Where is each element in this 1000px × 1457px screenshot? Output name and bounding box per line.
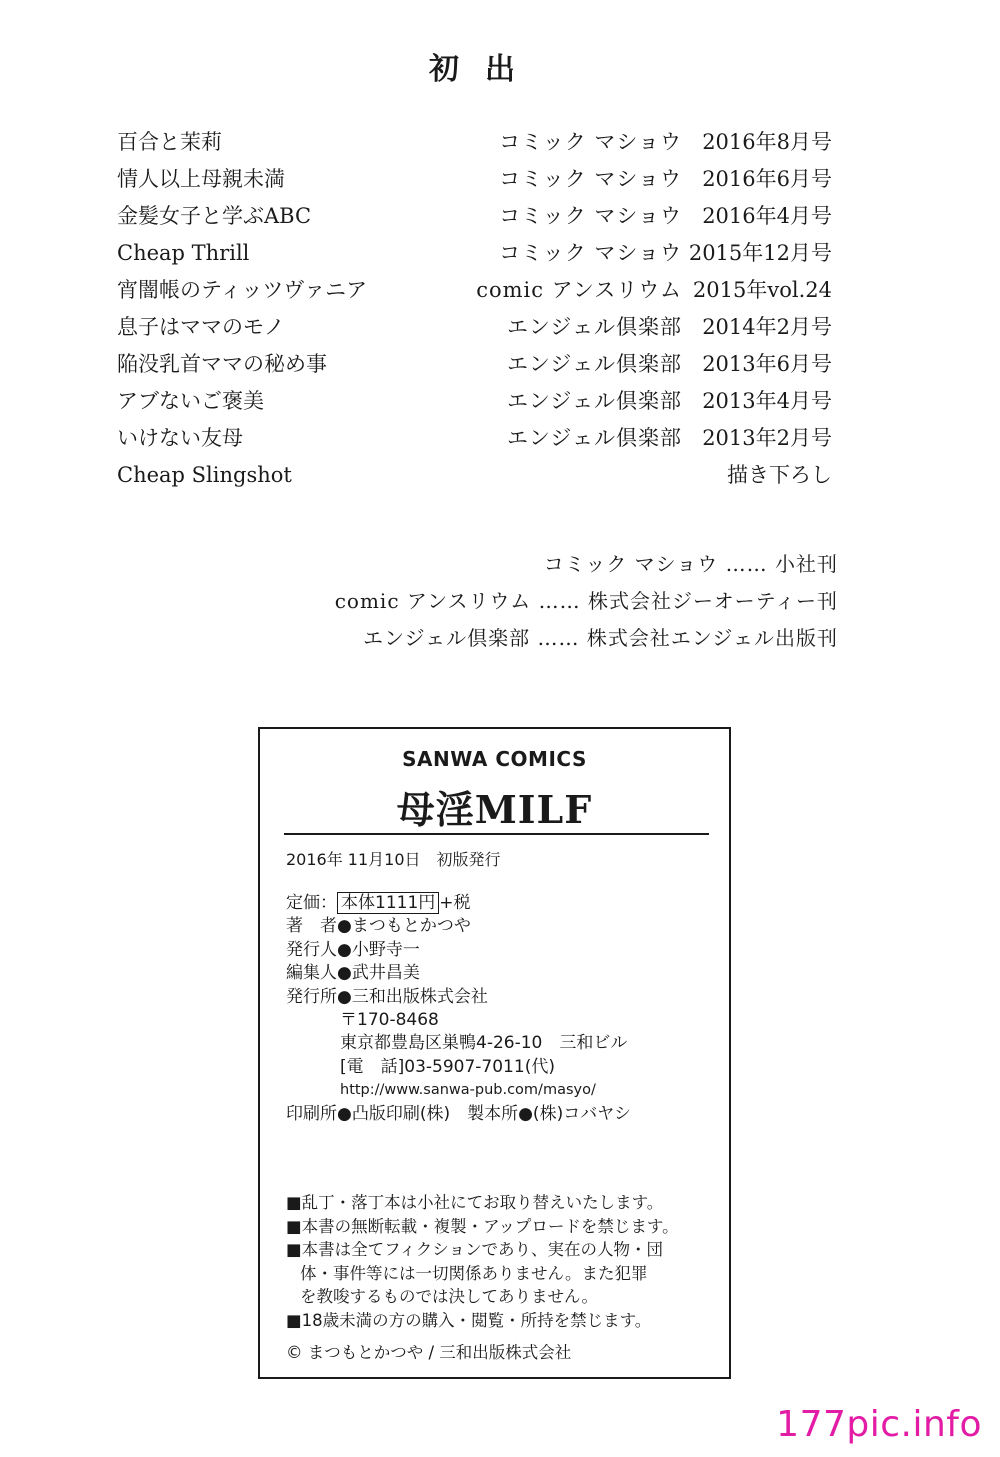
toc-issue: 2013年2月号 — [702, 426, 832, 450]
toc-row — [117, 198, 832, 235]
toc-magazine: コミック マショウ — [499, 167, 682, 191]
issuer-line: 発行人●小野寺一 — [286, 939, 420, 960]
publisher-line: comic アンスリウム …… 株式会社ジーオーティー刊 — [334, 589, 838, 613]
website-url: http://www.sanwa-pub.com/masyo/ — [340, 1082, 596, 1099]
toc-issue: 2016年4月号 — [702, 204, 832, 228]
toc-row — [117, 235, 832, 272]
toc-story-title: いけない友母 — [117, 426, 243, 450]
toc-row — [117, 383, 832, 420]
toc-row — [117, 420, 832, 457]
toc-row — [117, 457, 832, 494]
price-line — [286, 892, 631, 915]
colophon-details — [286, 892, 631, 1126]
copyright-line: © まつもとかつや / 三和出版株式会社 — [286, 1343, 572, 1362]
toc-magazine: エンジェル倶楽部 — [506, 352, 682, 376]
colophon-box — [258, 727, 731, 1379]
title-divider — [284, 833, 709, 835]
note-line: 体・事件等には一切関係ありません。また犯罪 — [300, 1263, 648, 1283]
toc-story-title: アブないご褒美 — [117, 389, 264, 413]
address: 東京都豊島区巣鴨4-26-10 三和ビル — [340, 1033, 628, 1054]
publisher-line: 発行所●三和出版株式会社 — [286, 986, 488, 1007]
series-name: SANWA COMICS — [402, 747, 587, 771]
toc-issue: 2013年4月号 — [702, 389, 832, 413]
price-tax: +税 — [439, 893, 471, 913]
toc-issue: 2014年2月号 — [702, 315, 832, 339]
note-line: ■乱丁・落丁本は小社にてお取り替えいたします。 — [286, 1193, 664, 1212]
toc-story-title: 宵闇帳のティッツヴァニア — [117, 278, 368, 302]
toc-row — [117, 346, 832, 383]
toc-row — [117, 161, 832, 198]
toc-issue: 2013年6月号 — [702, 352, 832, 376]
phone: [電 話]03-5907-7011(代) — [340, 1056, 555, 1077]
editor-line: 編集人●武井昌美 — [286, 963, 420, 984]
toc-magazine: エンジェル倶楽部 — [506, 426, 682, 450]
toc-story-title: 息子はママのモノ — [117, 315, 285, 339]
page-heading: 初出 — [429, 52, 541, 87]
toc-story-title: 陥没乳首ママの秘め事 — [117, 352, 327, 376]
toc-story-title: Cheap Thrill — [117, 241, 250, 265]
toc-story-title: Cheap Slingshot — [117, 463, 292, 487]
note-line: ■18歳未満の方の購入・閲覧・所持を禁じます。 — [286, 1310, 652, 1330]
toc-magazine: コミック マショウ — [499, 241, 682, 265]
toc-magazine: コミック マショウ — [499, 130, 682, 154]
note-line: を教唆するものでは決してありません。 — [300, 1287, 598, 1306]
toc-story-title: 百合と茉莉 — [117, 130, 222, 154]
toc-magazine: comic アンスリウム — [476, 278, 682, 302]
publisher-list — [335, 546, 838, 657]
note-line: ■本書の無断転載・複製・アップロードを禁じます。 — [286, 1216, 679, 1236]
author-line: 著 者●まつもとかつや — [286, 916, 471, 937]
legal-notes — [286, 1191, 679, 1332]
toc-issue: 2016年6月号 — [702, 167, 832, 191]
toc-issue: 描き下ろし — [727, 463, 832, 487]
postal-code: 〒170-8468 — [340, 1009, 439, 1030]
price-value: 本体1111円 — [337, 892, 439, 914]
toc-magazine: コミック マショウ — [499, 204, 682, 228]
watermark: 177pic.info — [776, 1404, 982, 1445]
toc-magazine: エンジェル倶楽部 — [506, 389, 682, 413]
price-label: 定価： — [286, 893, 337, 913]
toc-row — [117, 309, 832, 346]
publisher-line: エンジェル倶楽部 …… 株式会社エンジェル出版刊 — [363, 626, 838, 650]
toc-row — [117, 124, 832, 161]
toc-row — [117, 272, 832, 309]
publisher-line: コミック マショウ …… 小社刊 — [543, 552, 838, 576]
note-line: ■本書は全てフィクションであり、実在の人物・団 — [286, 1240, 663, 1259]
printer-line: 印刷所●凸版印刷(株) 製本所●(株)コバヤシ — [286, 1103, 632, 1124]
toc-issue: 2015年12月号 — [688, 241, 832, 265]
book-title: 母淫MILF — [396, 787, 593, 832]
toc-issue: 2015年vol.24 — [692, 278, 832, 302]
publication-date: 2016年 11月10日 初版発行 — [286, 850, 501, 869]
toc-magazine: エンジェル倶楽部 — [506, 315, 682, 339]
first-appearance-list — [117, 124, 832, 494]
toc-story-title: 金髪女子と学ぶABC — [117, 204, 312, 228]
toc-story-title: 情人以上母親未満 — [117, 167, 285, 191]
toc-issue: 2016年8月号 — [702, 130, 832, 154]
